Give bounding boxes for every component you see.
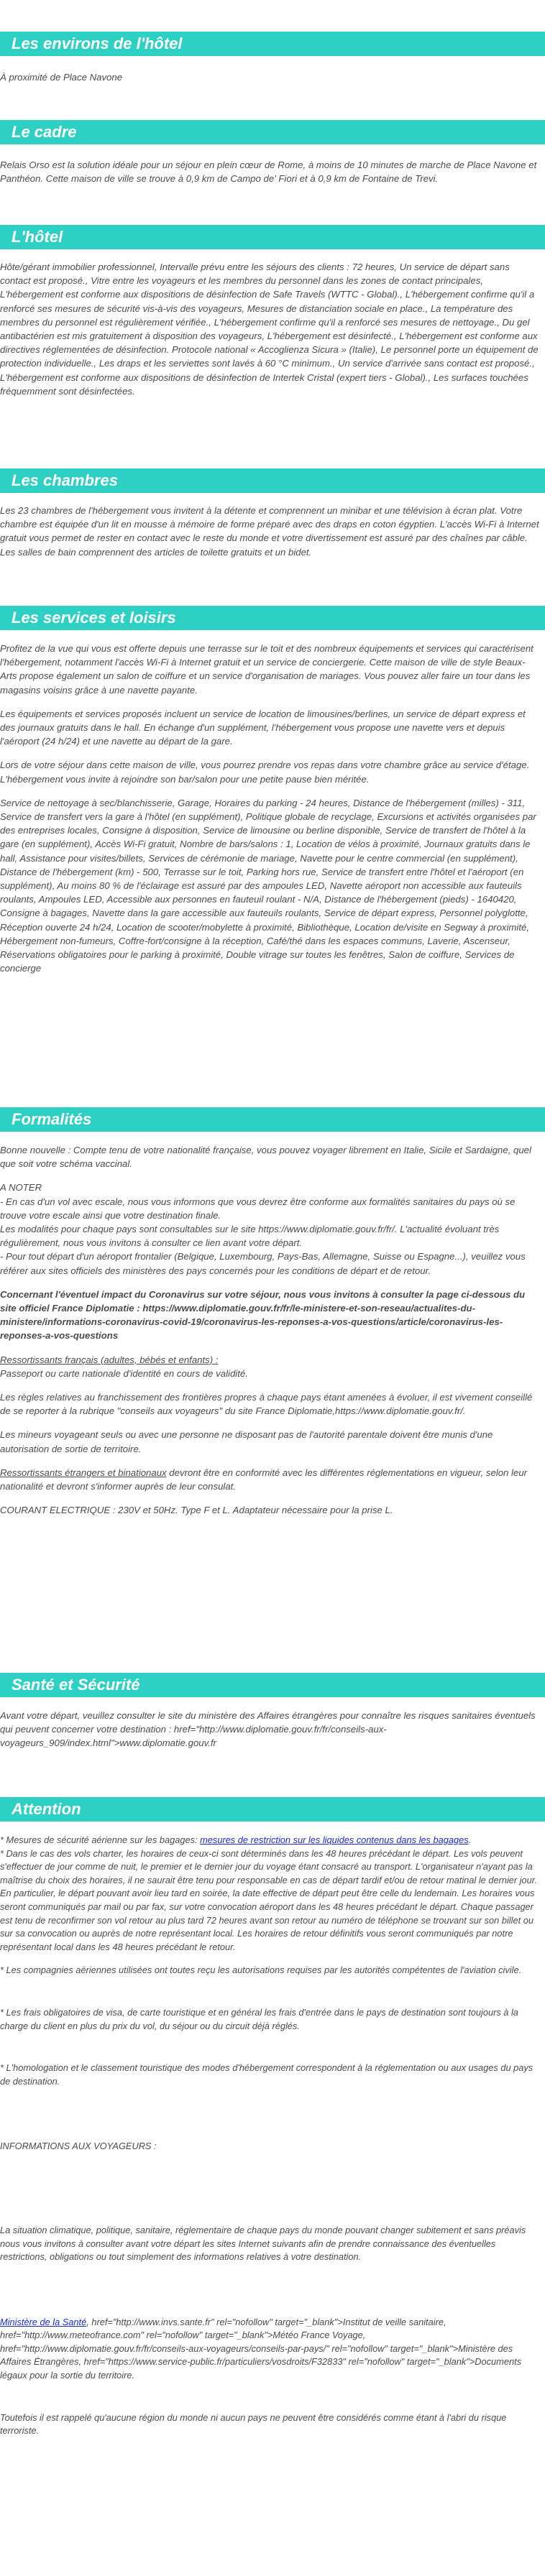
formalites-courant: COURANT ELECTRIQUE : 230V et 50Hz. Type F et L. Adaptateur nécessaire pour la prise L. — [0, 1505, 393, 1516]
attention-horaires: * Dans le cas des vols charter, les horaires de ceux-ci sont déterminés dans les 48 heures précédant le départ. Les vols peuvent s'effectuer de jour comme de nuit, le premier et le dernier jour du voyage étant consacré au transport. L'organisateur n'ayant pas la maîtrise du choix des horaires, il ne saurait être tenu pour responsable en cas de départ tardif et/ou de retour matinal le dernier jour. En particulier, le départ pouvant avoir lieu tard en soirée, la date effective de départ peut être celle du lendemain. Les horaires vous seront communiqués par mail ou par fax, sur votre convocation aéroport dans les 48 heures précédant le départ. Chaque passager est tenu de reconfirmer son vol retour au plus tard 72 heures avant son retour au numéro de téléphone se trouvant sur son billet ou sur sa convocation ou auprès de notre représentant local. Les horaires de retour définitifs vous seront communiqués par notre représentant local dans les 48 heures précédant le retour. — [0, 1847, 538, 1952]
attention-compagnies: * Les compagnies aériennes utilisées ont toutes reçu les autorisations requises par les autorités compétentes de l'aviation civile. — [0, 1965, 522, 1976]
attention-infos-label: INFORMATIONS AUX VOYAGEURS : — [0, 2141, 157, 2152]
formalites-mineurs: Les mineurs voyageant seuls ou avec une personne ne disposant pas de l'autorité parentale doivent être munis d'une autorisation de sortie de territoire. — [0, 1429, 493, 1454]
section-heading-environs: Les environs de l'hôtel — [12, 34, 183, 52]
environs-text-block — [0, 70, 541, 84]
attention-text-block — [0, 1834, 541, 2438]
formalites-intro: Bonne nouvelle : Compte tenu de votre nationalité française, vous pouvez voyager librement en Italie, Sicile et Sardaigne, quel que soit votre schéma vaccinal. — [0, 1145, 531, 1170]
section-heading-hotel: L'hôtel — [12, 228, 63, 246]
section-banner-sante — [0, 1673, 545, 1697]
formalites-coronavirus-notice: Concernant l'éventuel impact du Coronavirus sur votre séjour, nous vous invitons à consulter la page ci-dessous du site officiel France Diplomatie : https://www.diplomatie.gouv.fr/fr/le-ministere-et-son-reseau/actualites-du-ministere/informations-coronavirus-covid-19/coronavirus-les-reponses-a-vos-questions/article/coronavirus-les-reponses-a-vos-questions — [0, 1288, 526, 1342]
section-banner-chambres — [0, 468, 545, 493]
cadre-text-block — [0, 158, 541, 185]
formalites-text-block — [0, 1143, 541, 1517]
hotel-text: Hôte/gérant immobilier professionnel, Intervalle prévu entre les séjours des clients : 72 heures, Un service de départ sans contact est proposé., Vitre entre les voyageurs et les membres du personnel dans les zones de contact principales, L'hébergement est conforme aux dispositions de désinfection de Safe Travels (WTTC - Global)., L'hébergement confirme qu'il a renforcé ses mesures de sécurité vis-à-vis des voyageurs, Mesures de distanciation sociale en place., La température des membres du personnel est régulièrement vérifiée., L'hébergement confirme qu'il a renforcé ses mesures de nettoyage., Du gel antibactérien est mis gratuitement à disposition des voyageurs, L'hébergement est désinfecté., L'hébergement est conforme aux directives réglementées de désinfection. Protocole national « Accoglienza Sicura » (Italie), Le personnel porte un équipement de protection individuelle., Les draps et les serviettes sont lavés à 60 °C minimum., Un service d'arrivée sans contact est proposé., L'hébergement est conforme aux dispositions de désinfection de Intertek Cristal (expert tiers - Global)., Les surfaces touchées fréquemment sont désinfectées. — [0, 262, 539, 397]
mesures-restriction-link[interactable]: mesures de restriction sur les liquides contenus dans les bagages — [200, 1834, 469, 1845]
section-heading-attention: Attention — [12, 1800, 81, 1818]
services-paragraph: Profitez de la vue qui vous est offerte depuis une terrasse sur le toit et des nombreux équipements et services qui caractérisent l'hébergement, notamment l'accès Wi-Fi à Internet gratuit et un service de conciergerie. Cette maison de ville de style Beaux-Arts propose également un salon de coiffure et un service d'organisation de mariages. Vous pouvez aller faire un tour dans les magasins voisins grâce à une navette payante. — [0, 643, 533, 696]
environs-text: À proximité de Place Navone — [0, 72, 123, 83]
section-banner-attention — [0, 1797, 545, 1822]
formalites-note-line: Les modalités pour chaque pays sont consultables sur le site https://www.diplomatie.gouv.fr/fr/. L'actualité évoluant très régulièrement, nous vous invitons à consulter ce lien avant votre départ. — [0, 1224, 500, 1249]
section-heading-formalites: Formalités — [12, 1110, 92, 1128]
attention-ministere — [0, 2316, 541, 2383]
formalites-regles: Les règles relatives au franchissement des frontières propres à chaque pays étant amenées à évoluer, il est vivement conseillé de se reporter à la rubrique "conseils aux voyageurs" du site France Diplomatie,https://www.diplomatie.gouv.fr/. — [0, 1392, 533, 1417]
formalites-note-line: - En cas d'un vol avec escale, nous vous informons que vous devrez être conforme aux formalités sanitaires du pays où se trouve votre escale ainsi que votre destination finale. — [0, 1196, 516, 1221]
attention-ministere-rest: , href="http://www.invs.sante.fr" rel="nofollow" target="_blank">Institut de veille sanitaire, href="http://www.meteofrance.com" rel="nofollow" target="_blank">Météo France Voyage, href="http://www.diplomatie.gouv.fr/fr/conseils-aux-voyageurs/conseils-par-pays/" rel="nofollow" target="_blank">Ministère des Affaires Étrangères, href="https://www.service-public.fr/particuliers/vosdroits/F32833" rel="nofollow" target="_blank">Documents légaux pour la sortie du territoire. — [0, 2316, 522, 2381]
chambres-text-block — [0, 504, 541, 559]
attention-frais: * Les frais obligatoires de visa, de carte touristique et en général les frais d'entrée dans le pays de destination sont toujours à la charge du client en plus du prix du vol, du séjour ou du circuit déjà réglés. — [0, 2006, 518, 2031]
section-banner-formalites — [0, 1107, 545, 1132]
section-heading-sante: Santé et Sécurité — [12, 1676, 140, 1694]
services-paragraph: Service de nettoyage à sec/blanchisserie, Garage, Horaires du parking - 24 heures, Distance de l'hébergement (milles) - 311, Service de transfert vers la gare à l'hôtel (en supplément), Politique globale de recyclage, Excursions et activités organisées par des entreprises locales, Consigne à disposition, Service de limousine ou berline disponible, Service de transfert de l'hôtel à la gare (en supplément), Accès Wi-Fi gratuit, Nombre de bars/salons : 1, Location de vélos à proximité, Journaux gratuits dans le hall, Assistance pour visites/billets, Services de cérémonie de mariage, Navette pour le centre commercial (en supplément), Distance de l'hébergement (km) - 500, Terrasse sur le toit, Parking hors rue, Service de transfert entre l'hôtel et l'aéroport (en supplément), Au moins 80 % de l'éclairage est assuré par des ampoules LED, Navette aéroport non accessible aux fauteuils roulants, Ampoules LED, Accessible aux personnes en fauteuil roulant - N/A, Distance de l'hébergement (pieds) - 1640420, Consigne à bagages, Navette dans la gare accessible aux fauteuils roulants, Service de départ express, Personnel polyglotte, Réception ouverte 24 h/24, Location de scooter/mobylette à proximité, Bibliothèque, Location de/visite en Segway à proximité, Hébergement non-fumeurs, Coffre-fort/consigne à la réception, Café/thé dans les espaces communs, Laverie, Ascenseur, Réservations obligatoires pour le parking à proximité, Double vitrage sur toutes les fenêtres, Salon de coiffure, Services de concierge — [0, 797, 536, 974]
formalites-etrangers — [0, 1466, 541, 1493]
section-banner-services — [0, 606, 545, 630]
attention-mesures-suffix: . — [468, 1834, 472, 1845]
chambres-text: Les 23 chambres de l'hébergement vous invitent à la détente et comprennent un minibar et une télévision à écran plat. Votre chambre est équipée d'un lit en mousse à mémoire de forme préparé avec des draps en coton égyptien. L'accès Wi-Fi à Internet gratuit vous permet de rester en contact avec le reste du monde et votre divertissement est assuré par des chaînes par câble. Les salles de bain comprennent des articles de toilette gratuits et un bidet. — [0, 505, 539, 558]
formalites-etrangers-label: Ressortissants étrangers et binationaux — [0, 1467, 167, 1478]
services-paragraph: Les équipements et services proposés incluent un service de location de limousines/berlines, un service de départ express et des journaux gratuits dans le hall. En échange d'un supplément, l'hébergement vous propose une navette vers et depuis l'aéroport (24 h/24) et une navette au départ de la gare. — [0, 708, 526, 747]
attention-homologation: * L'homologation et le classement touristique des modes d'hébergement correspondent à la réglementation ou aux usages du pays de destination. — [0, 2062, 533, 2087]
sante-text-block — [0, 1709, 541, 1750]
hotel-text-block — [0, 260, 541, 398]
section-heading-chambres: Les chambres — [12, 471, 118, 489]
section-banner-hotel — [0, 225, 545, 249]
attention-situation: La situation climatique, politique, sanitaire, réglementaire de chaque pays du monde pouvant changer subitement et sans préavis nous vous invitons à consulter avant votre départ les sites Internet suivants afin de prendre connaissance des éventuelles restrictions, obligations ou tout simplement des informations relatives à votre destination. — [0, 2224, 526, 2263]
formalites-ressortissants-fr-label: Ressortissants français (adultes, bébés et enfants) : — [0, 1354, 219, 1365]
attention-mesures — [0, 1834, 541, 1847]
attention-toutefois: Toutefois il est rappelé qu'aucune région du monde ni aucun pays ne peuvent être considérés comme étant à l'abri du risque terroriste. — [0, 2411, 507, 2437]
formalites-ressortissants-fr-text: Passeport ou carte nationale d'identité en cours de validité. — [0, 1367, 248, 1379]
sante-text: Avant votre départ, veuillez consulter le site du ministère des Affaires étrangères pour connaître les risques sanitaires éventuels qui peuvent concerner votre destination : href="http://www.diplomatie.gouv.fr/fr/conseils-aux-voyageurs_909/index.html">www.diplomatie.gouv.fr — [0, 1710, 536, 1749]
formalites-note-line: - Pour tout départ d'un aéroport frontalier (Belgique, Luxembourg, Pays-Bas, Allemagne, Suisse ou Espagne...), veuillez vous référer aux sites officiels des ministères des pays concernés pour les conditions de départ et de retour. — [0, 1251, 526, 1276]
formalites-etrangers-text: devront être en conformité avec les différentes réglementations en vigueur, selon leur nationalité et devront s'informer auprès de leur consulat. — [0, 1467, 528, 1492]
ministere-sante-link[interactable]: Ministère de la Santé — [0, 2316, 87, 2327]
section-banner-cadre — [0, 120, 545, 144]
formalites-a-noter: A NOTER — [0, 1182, 42, 1194]
services-text-block — [0, 642, 541, 975]
attention-mesures-prefix: * Mesures de sécurité aérienne sur les bagages: — [0, 1834, 201, 1845]
cadre-text: Relais Orso est la solution idéale pour un séjour en plein cœur de Rome, à moins de 10 minutes de marche de Place Navone et Panthéon. Cette maison de ville se trouve à 0,9 km de Campo de' Fiori et à 0,9 km de Fontaine de Trevi. — [0, 160, 537, 185]
services-paragraph: Lors de votre séjour dans cette maison de ville, vous pourrez prendre vos repas dans votre chambre grâce au service d'étage. L'hébergement vous invite à rejoindre son bar/salon pour une petite pause bien méritée. — [0, 760, 530, 785]
section-heading-cadre: Le cadre — [12, 123, 77, 141]
section-heading-services: Les services et loisirs — [12, 609, 176, 627]
section-banner-environs — [0, 32, 545, 56]
